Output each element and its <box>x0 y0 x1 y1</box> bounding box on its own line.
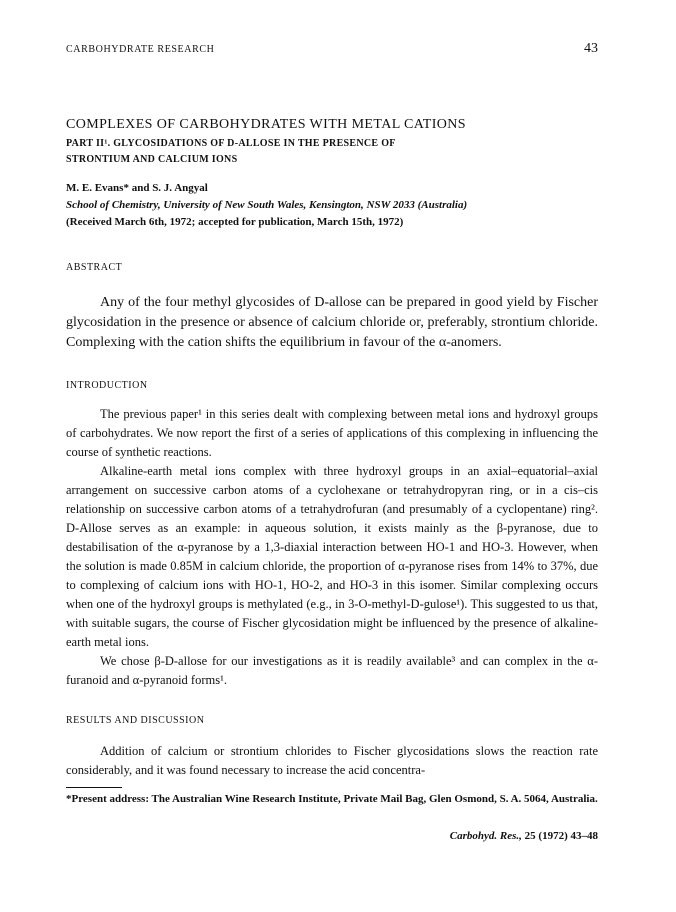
article-title: COMPLEXES OF CARBOHYDRATES WITH METAL CATIONS <box>66 117 466 132</box>
citation-journal: Carbohyd. Res., <box>449 830 522 842</box>
author-block <box>66 180 598 231</box>
footnote: *Present address: The Australian Wine Research Institute, Private Mail Bag, Glen Osmond, S. A. 5064, Australia. <box>66 793 598 805</box>
journal-name: CARBOHYDRATE RESEARCH <box>66 44 215 55</box>
abstract-text <box>66 293 598 353</box>
footnote-divider <box>66 787 122 788</box>
subtitle-line-2: STRONTIUM AND CALCIUM IONS <box>66 154 238 165</box>
intro-paragraph-3: We chose β-D-allose for our investigations as it is readily available³ and can complex in the α-furanoid and α-pyranoid forms¹. <box>66 654 598 687</box>
abstract-heading: ABSTRACT <box>66 262 123 273</box>
intro-paragraph-2: Alkaline-earth metal ions complex with three hydroxyl groups in an axial–equatorial–axial arrangement on successive carbon atoms of a cyclohexane or tetrahydropyran ring, or in a cis–cis relationship on successive carbon atoms of a tetrahydrofuran (and presumably of a cyclopentane) ring². D-Allose serves as an example: in aqueous solution, it exists mainly as the β-pyranose, due to destabilisation of the α-pyranose by a 1,3-diaxial interaction between HO-1 and HO-3. However, when the solution is made 0.85M in calcium chloride, the proportion of α-pyranose rises from 14% to 37%, due to complexing of calcium ions with HO-1, HO-2, and HO-3 in this isomer. Similar complexing occurs when one of the hydroxyl groups is methylated (e.g., in 3-O-methyl-D-gulose¹). This suggested to us that, with suitable sugars, the course of Fischer glycosidation might be influenced by the presence of alkaline-earth metal ions. <box>66 464 598 649</box>
journal-citation <box>450 830 598 842</box>
intro-paragraph-1: The previous paper¹ in this series dealt with complexing between metal ions and hydroxyl groups of carbohydrates. We now report the first of a series of applications of this complexing in influencing the course of synthetic reactions. <box>66 407 598 459</box>
citation-details: 25 (1972) 43–48 <box>524 830 598 842</box>
article-subtitle <box>66 136 598 168</box>
results-paragraph-1: Addition of calcium or strontium chlorides to Fischer glycosidations slows the reaction rate considerably, and it was found necessary to increase the acid concentra- <box>66 744 598 777</box>
abstract-paragraph: Any of the four methyl glycosides of D-allose can be prepared in good yield by Fischer glycosidation in the presence or absence of calcium chloride or, preferably, strontium chloride. Complexing with the cation shifts the equilibrium in favour of the α-anomers. <box>66 295 598 350</box>
subtitle-line-1: PART II¹. GLYCOSIDATIONS OF D-ALLOSE IN THE PRESENCE OF <box>66 138 396 149</box>
introduction-heading: INTRODUCTION <box>66 380 148 391</box>
results-text <box>66 742 598 780</box>
introduction-text <box>66 405 598 690</box>
page-number: 43 <box>584 41 598 56</box>
received-dates: (Received March 6th, 1972; accepted for publication, March 15th, 1972) <box>66 216 404 228</box>
author-affiliation: School of Chemistry, University of New South Wales, Kensington, NSW 2033 (Australia) <box>66 199 468 211</box>
results-heading: RESULTS AND DISCUSSION <box>66 715 205 726</box>
running-head <box>66 41 598 56</box>
author-names: M. E. Evans* and S. J. Angyal <box>66 182 208 194</box>
